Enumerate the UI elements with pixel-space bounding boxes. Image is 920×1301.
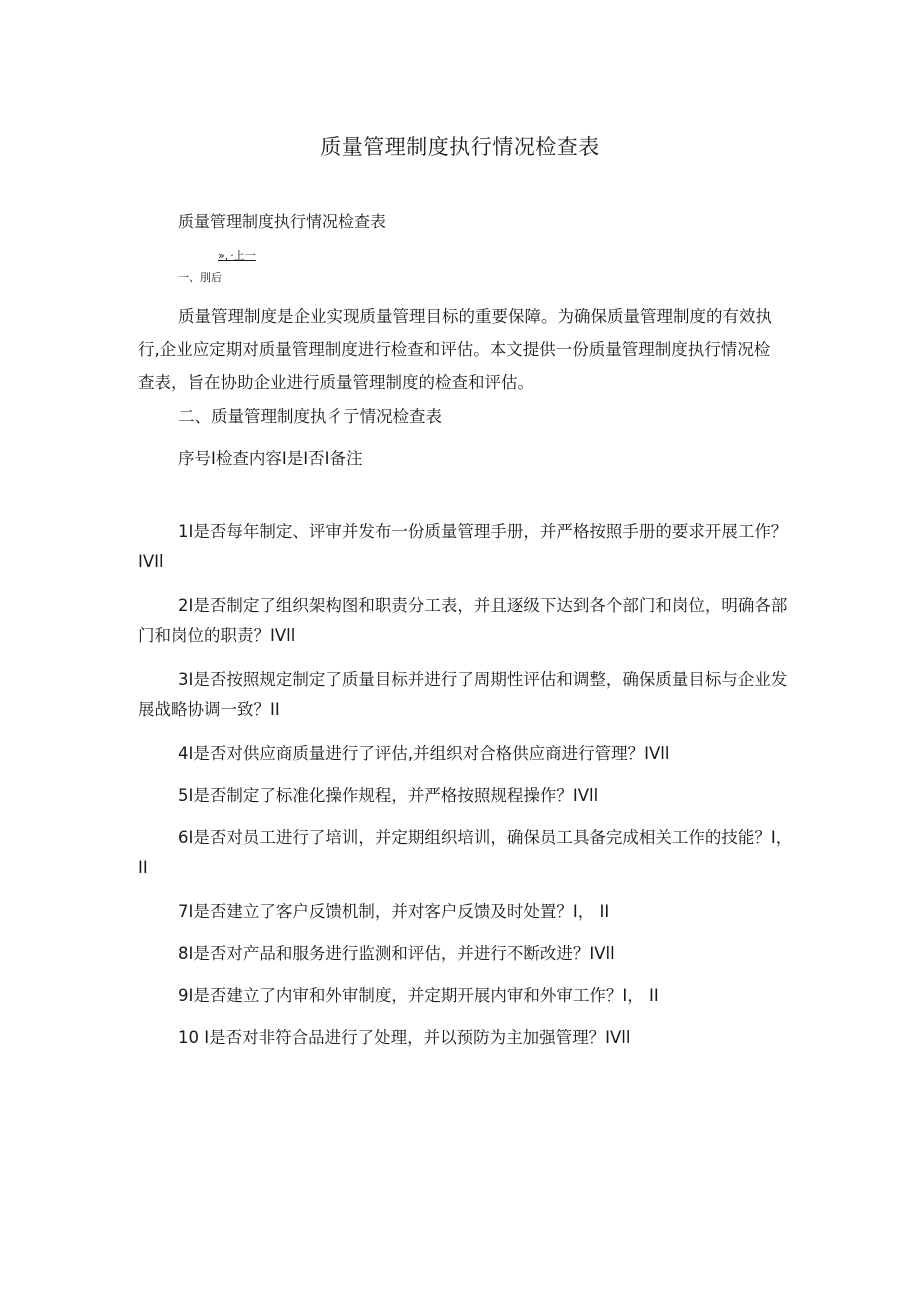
document-title: 质量管理制度执行情况检查表 — [320, 135, 600, 159]
checklist-item: 5I是否制定了标准化操作规程，并严格按照规程操作？IVll — [178, 786, 599, 805]
checklist-item: 8I是否对产品和服务进行监测和评估，并进行不断改进？IVll — [178, 944, 615, 963]
checklist-header: 序号I检查内容I是I否I备注 — [178, 449, 363, 468]
foreword-heading: 一、刖后 — [178, 271, 222, 284]
document-subtitle: 质量管理制度执行情况检查表 — [178, 212, 387, 231]
section-heading: 二、质量管理制度执彳亍情况检查表 — [178, 407, 442, 426]
checklist-items — [138, 517, 798, 1065]
checklist-item: 3I是否按照规定制定了质量目标并进行了周期性评估和调整，确保质量目标与企业发展战略协调一致？II — [138, 670, 788, 719]
small-note: »，·上一 — [218, 249, 256, 262]
intro-paragraph: 质量管理制度是企业实现质量管理目标的重要保障。为确保质量管理制度的有效执行,企业应定期对质量管理制度进行检查和评估。本文提供一份质量管理制度执行情况检查表，旨在协助企业进行质量管理制度的检查和评估。 — [138, 307, 772, 392]
checklist-item: 7I是否建立了客户反馈机制，并对客户反馈及时处置？I， II — [178, 902, 610, 921]
checklist-item: 2I是否制定了组织架构图和职责分工表，并且逐级下达到各个部门和岗位，明确各部门和岗位的职责？IVll — [138, 596, 788, 645]
checklist-item: 9I是否建立了内审和外审制度，并定期开展内审和外审工作？I， II — [178, 986, 659, 1005]
checklist-item: 6I是否对员工进行了培训，并定期组织培训，确保员工具备完成相关工作的技能？I， II — [138, 828, 793, 877]
checklist-item: 1I是否每年制定、评审并发布一份质量管理手册，并严格按照手册的要求开展工作？IVIl — [138, 522, 788, 571]
checklist-item: 4I是否对供应商质量进行了评估,并组织对合格供应商进行管理？IVll — [178, 744, 670, 763]
checklist-item: 10 I是否对非符合品进行了处理，并以预防为主加强管理？IVll — [178, 1028, 631, 1047]
